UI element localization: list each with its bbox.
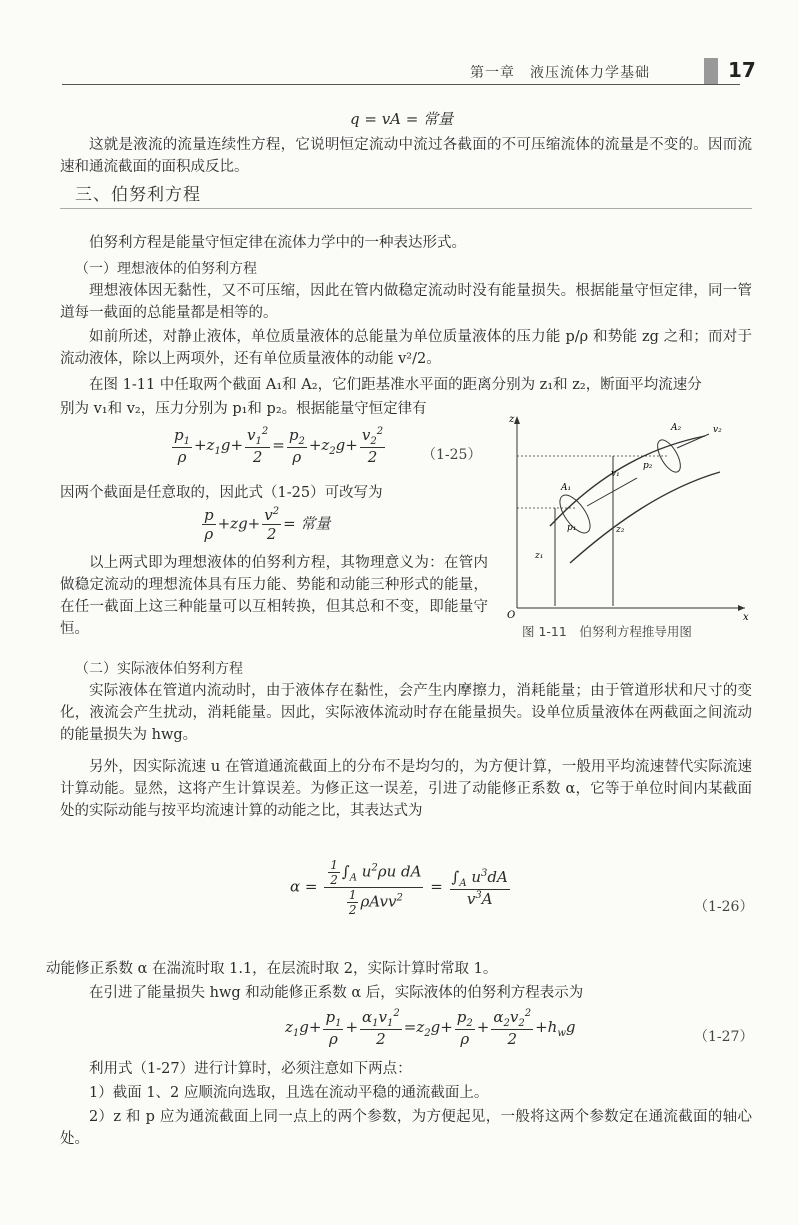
paragraph-real-bernoulli: 在引进了能量损失 hwg 和动能修正系数 α 后，实际液体的伯努利方程表示为 — [89, 985, 584, 1001]
continuity-equation: q = vA = 常量 — [350, 110, 454, 128]
equation-number-1-27: （1-27） — [694, 1029, 754, 1045]
paragraph-sections-a: 在图 1-11 中任取两个截面 A₁和 A₂，它们距基准水平面的距离分别为 z₁和 z₂，断面平均流速分 — [89, 377, 702, 393]
label-a1: A₁ — [561, 483, 572, 493]
paragraph-alpha-values: 动能修正系数 α 在湍流时取 1.1，在层流时取 2，实际计算时常取 1。 — [46, 961, 498, 977]
origin-label: O — [507, 610, 516, 620]
label-p1: p₁ — [567, 523, 577, 533]
paragraph-continuity: 这就是液流的流量连续性方程，它说明恒定流动中流过各截面的不可压缩流体的流量是不变的。因而流速和通流截面的面积成反比。 — [60, 137, 752, 175]
paragraph-ideal-liquid: 理想液体因无黏性，又不可压缩，因此在管内做稳定流动时没有能量损失。根据能量守恒定律，同一管道每一截面的总能量都是相等的。 — [60, 283, 752, 321]
label-v2: v₂ — [713, 425, 722, 435]
figure-bernoulli-diagram — [495, 408, 757, 620]
label-a2: A₂ — [671, 423, 682, 433]
running-header-chapter: 第一章 液压流体力学基础 — [470, 65, 650, 81]
paragraph-notes-intro: 利用式（1-27）进行计算时，必须注意如下两点： — [89, 1061, 412, 1077]
subsection-real: （二）实际液体伯努利方程 — [75, 661, 243, 677]
paragraph-kinetic-correction: 另外，因实际流速 u 在管道通流截面上的分布不是均匀的，为方便计算，一般用平均流速替代实际流速计算动能。显然，这将产生计算误差。为修正这一误差，引进了动能修正系数 α，它等于单位时间内某截面处的实际动能与按平均流速计算的动能之比，其表达式为 — [60, 759, 752, 819]
label-z1: z₁ — [535, 551, 544, 561]
section-rule — [60, 208, 752, 209]
subsection-ideal: （一）理想液体的伯努利方程 — [75, 261, 257, 277]
paragraph-sections-b: 别为 v₁和 v₂，压力分别为 p₁和 p₂。根据能量守恒定律有 — [60, 401, 427, 417]
x-axis-label: x — [743, 612, 749, 620]
figure-caption: 图 1-11 伯努利方程推导用图 — [522, 624, 692, 639]
z-axis-arrow — [514, 416, 520, 424]
label-z2: z₂ — [616, 525, 625, 535]
equation-bernoulli-constant: $\frac{p}{\rho}$ +zg+ $\frac{v^2}{2}$ = 常量 — [204, 506, 331, 543]
paragraph-physical-meaning: 以上两式即为理想液体的伯努利方程，其物理意义为：在管内做稳定流动的理想流体具有压力能、势能和动能三种形式的能量，在任一截面上这三种能量可以互相转换，但其总和不变，即能量守恒。 — [60, 555, 488, 637]
paragraph-real-liquid: 实际液体在管道内流动时，由于液体存在黏性，会产生内摩擦力，消耗能量；由于管道形状和尺寸的变化，液流会产生扰动，消耗能量。因此，实际液体流动时存在能量损失。设单位质量液体在两截面之间流动的能量损失为 hwg。 — [60, 683, 752, 743]
x-axis-arrow — [738, 605, 745, 611]
note-item-2: 2）z 和 p 应为通流截面上同一点上的两个参数，为方便起见，一般将这两个参数定在通流截面的轴心处。 — [60, 1109, 752, 1147]
equation-number-1-25: （1-25） — [422, 447, 482, 463]
header-rule — [62, 84, 740, 85]
equation-1-25: $\frac{p_1}{\rho}$ $+z_1g+$ $\frac{v_1^2}{2}$ = $\frac{p_2}{\rho}$ $+z_2g+$ $\frac{v_2^2}{2}$ — [174, 426, 384, 466]
pipe-lower-wall — [570, 472, 720, 563]
paragraph-bernoulli-intro: 伯努利方程是能量守恒定律在流体力学中的一种表达形式。 — [89, 235, 466, 251]
page-number: 17 — [728, 58, 756, 82]
header-bar-decoration — [704, 58, 718, 84]
flow-arrow-v1 — [587, 478, 637, 506]
equation-number-1-26: （1-26） — [694, 899, 754, 915]
paragraph-energy: 如前所述，对静止液体，单位质量液体的总能量为单位质量液体的压力能 p/ρ 和势能 zg 之和；而对于流动液体，除以上两项外，还有单位质量液体的动能 v²/2。 — [60, 329, 752, 367]
equation-1-26: α = $\frac{1}{2}$ $\int_A$ $u^2\rho u$ dA $\frac{1}{2}$ ρAvv$^2$ = $\frac{\int_A u^3dA}{v^3A}$ — [290, 858, 508, 917]
z-axis-label: z — [509, 414, 515, 425]
section-title: 三、伯努利方程 — [75, 185, 201, 205]
label-v1: v₁ — [611, 469, 620, 479]
label-p2: p₂ — [643, 461, 653, 471]
note-item-1: 1）截面 1、2 应顺流向选取，且选在流动平稳的通流截面上。 — [89, 1085, 489, 1101]
equals-constant: = 常量 — [283, 514, 331, 533]
paragraph-rewrite: 因两个截面是任意取的，因此式（1-25）可改写为 — [60, 485, 383, 501]
pipe-upper-wall — [550, 436, 705, 526]
equation-1-27: $z_1g+$ $\frac{p_1}{\rho}$ + $\frac{\alpha_1v_1^2}{2}$ $=z_2g+$ $\frac{p_2}{\rho}$ + $\frac{\alpha_2v_2^2}{2}$ $+h_wg$ — [285, 1008, 576, 1048]
